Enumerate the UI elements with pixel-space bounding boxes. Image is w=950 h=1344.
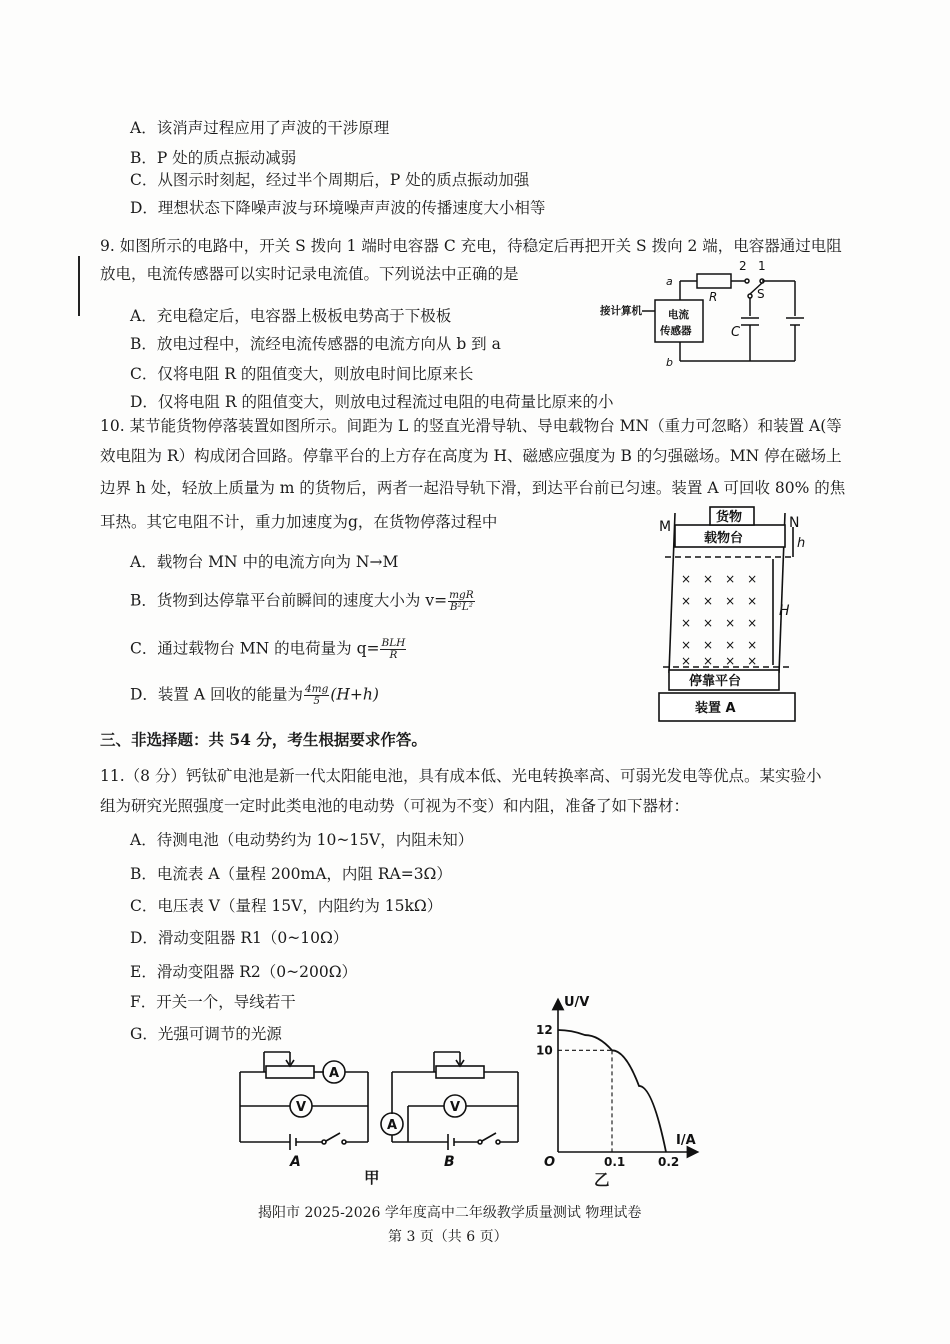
- q10-option-b: [130, 590, 476, 613]
- q11-stem-line1: 11.（8 分）钙钛矿电池是新一代太阳能电池，具有成本低、光电转换率高、可弱光发电等优点。某实验小: [100, 767, 822, 785]
- q9-option-c: C．仅将电阻 R 的阻值变大，则放电时间比原来长: [130, 365, 474, 383]
- label-a: a: [666, 275, 673, 288]
- svg-text:× × × ×: × × × ×: [681, 654, 758, 668]
- dock-label: 停靠平台: [689, 674, 742, 689]
- ui-curve: [558, 1030, 666, 1152]
- svg-text:× × × ×: × × × ×: [681, 594, 758, 608]
- y-tick-10: 10: [536, 1043, 553, 1058]
- svg-text:× × × ×: × × × ×: [681, 572, 758, 586]
- ammeter-symbol: A: [329, 1066, 340, 1081]
- y-tick-12: 12: [536, 1023, 553, 1037]
- svg-text:× × × ×: × × × ×: [681, 616, 758, 630]
- x-tick-0-1: 0.1: [604, 1155, 626, 1169]
- sensor-label-line2: 传感器: [660, 325, 692, 337]
- circuit-a-figure: [232, 1042, 377, 1172]
- label-big-h: H: [779, 603, 790, 619]
- frac-den: 5: [313, 695, 320, 707]
- footer-title: 揭阳市 2025-2026 学年度高中二年级教学质量测试 物理试卷: [258, 1205, 642, 1221]
- q10-stem-line4: 耳热。其它电阻不计，重力加速度为g，在货物停落过程中: [100, 513, 498, 531]
- q9-option-b: B．放电过程中，流经电流传感器的电流方向从 b 到 a: [130, 335, 501, 353]
- q11-item-b: B．电流表 A（量程 200mA，内阻 RA=3Ω）: [130, 865, 452, 883]
- computer-label: 接计算机: [600, 305, 642, 317]
- label-r: R: [709, 290, 718, 304]
- q9-circuit-figure: [600, 256, 820, 376]
- q11-item-a: A．待测电池（电动势约为 10~15V，内阻未知）: [130, 831, 474, 849]
- q11-item-g: G．光强可调节的光源: [130, 1025, 282, 1043]
- q10-stem-line2: 效电阻为 R）构成闭合回路。停靠平台的上方存在高度为 H、磁感应强度为 B 的匀强磁场。MN 停在磁场上: [100, 447, 842, 465]
- y-axis-label: U/V: [564, 995, 590, 1010]
- q9-option-a: A．充电稳定后，电容器上极板电势高于下极板: [130, 307, 452, 325]
- q10-option-b-fraction: [448, 590, 475, 613]
- cargo-label: 货物: [716, 510, 743, 525]
- voltmeter-symbol: V: [296, 1100, 307, 1115]
- q8-option-a: A．该消声过程应用了声波的干涉原理: [130, 119, 390, 137]
- q10-stem-line3: 边界 h 处，轻放上质量为 m 的货物后，两者一起沿导轨下滑，到达平台前已匀速。装置 A 可回收 80% 的焦: [100, 479, 846, 497]
- figure-yi-label: 乙: [594, 1170, 610, 1189]
- label-m: M: [659, 519, 672, 535]
- label-c: C: [731, 325, 741, 340]
- q10-option-c-text: C．通过载物台 MN 的电荷量为 q=: [130, 639, 380, 658]
- q10-option-d-text: D．装置 A 回收的能量为: [130, 685, 303, 704]
- q11-item-e: E．滑动变阻器 R2（0~200Ω）: [130, 963, 358, 981]
- margin-mark: [78, 256, 80, 316]
- frac-num: 4mg: [304, 683, 329, 695]
- guide-lines: [558, 1050, 612, 1152]
- q9-stem-line1: 9. 如图所示的电路中，开关 S 拨向 1 端时电容器 C 充电，待稳定后再把开关 S 拨向 2 端，电容器通过电阻: [100, 237, 842, 255]
- q9-option-d: D．仅将电阻 R 的阻值变大，则放电过程流过电阻的电荷量比原来的小: [130, 393, 614, 411]
- q10-option-c-fraction: [380, 638, 406, 661]
- x-axis-label: I/A: [676, 1133, 696, 1148]
- q10-figure: [655, 503, 825, 728]
- label-b: b: [666, 356, 673, 369]
- circuit-a-label: A: [290, 1154, 301, 1170]
- figure-jia-label: 甲: [364, 1168, 380, 1187]
- q8-option-d: D．理想状态下降噪声波与环境噪声声波的传播速度大小相等: [130, 199, 546, 217]
- q10-option-a: A．载物台 MN 中的电流方向为 N→M: [130, 553, 399, 571]
- frac-den: R: [389, 649, 398, 661]
- label-n: N: [789, 515, 800, 531]
- label-2: 2: [739, 259, 747, 273]
- sensor-label-line1: 电流: [668, 309, 689, 321]
- magnetic-field-crosses: [681, 572, 757, 668]
- q11-item-f: F．开关一个，导线若干: [130, 993, 296, 1011]
- circuit-b-figure: [378, 1042, 528, 1172]
- origin-label: O: [544, 1155, 556, 1170]
- q8-option-b: B．P 处的质点振动减弱: [130, 149, 297, 167]
- q8-option-c: C．从图示时刻起，经过半个周期后，P 处的质点振动加强: [130, 171, 530, 189]
- q10-option-d: [130, 684, 379, 707]
- q10-option-d-fraction: [304, 684, 329, 707]
- x-tick-0-2: 0.2: [658, 1155, 680, 1169]
- label-h: h: [797, 536, 806, 551]
- q9-stem-line2: 放电，电流传感器可以实时记录电流值。下列说法中正确的是: [100, 265, 519, 283]
- device-a-label: 装置 A: [695, 701, 736, 716]
- circuit-b-label: B: [444, 1154, 455, 1170]
- voltmeter-symbol: V: [450, 1100, 461, 1115]
- platform-label: 载物台: [704, 531, 744, 546]
- q10-option-b-text: B．货物到达停靠平台前瞬间的速度大小为 v=: [130, 591, 448, 610]
- section-3-heading: 三、非选择题：共 54 分，考生根据要求作答。: [100, 730, 427, 749]
- ammeter-symbol: A: [387, 1118, 398, 1133]
- frac-num: mgR: [449, 589, 474, 601]
- frac-num: BLH: [381, 637, 406, 649]
- q11-item-c: C．电压表 V（量程 15V，内阻约为 15kΩ）: [130, 897, 443, 915]
- label-1: 1: [758, 259, 766, 273]
- q10-stem-line1: 10. 某节能货物停落装置如图所示。间距为 L 的竖直光滑导轨、导电载物台 MN（重力可忽略）和装置 A(等: [100, 417, 842, 435]
- q10-option-c: [130, 638, 407, 661]
- ui-graph: [528, 994, 718, 1194]
- q10-option-d-suffix: (H+h): [330, 685, 379, 704]
- q11-stem-line2: 组为研究光照强度一定时此类电池的电动势（可视为不变）和内阻，准备了如下器材：: [100, 797, 690, 815]
- label-s: S: [757, 287, 765, 301]
- q11-item-d: D．滑动变阻器 R1（0~10Ω）: [130, 929, 349, 947]
- svg-text:× × × ×: × × × ×: [681, 638, 758, 652]
- footer-page-number: 第 3 页（共 6 页）: [388, 1229, 508, 1245]
- frac-den: B²L²: [449, 601, 473, 613]
